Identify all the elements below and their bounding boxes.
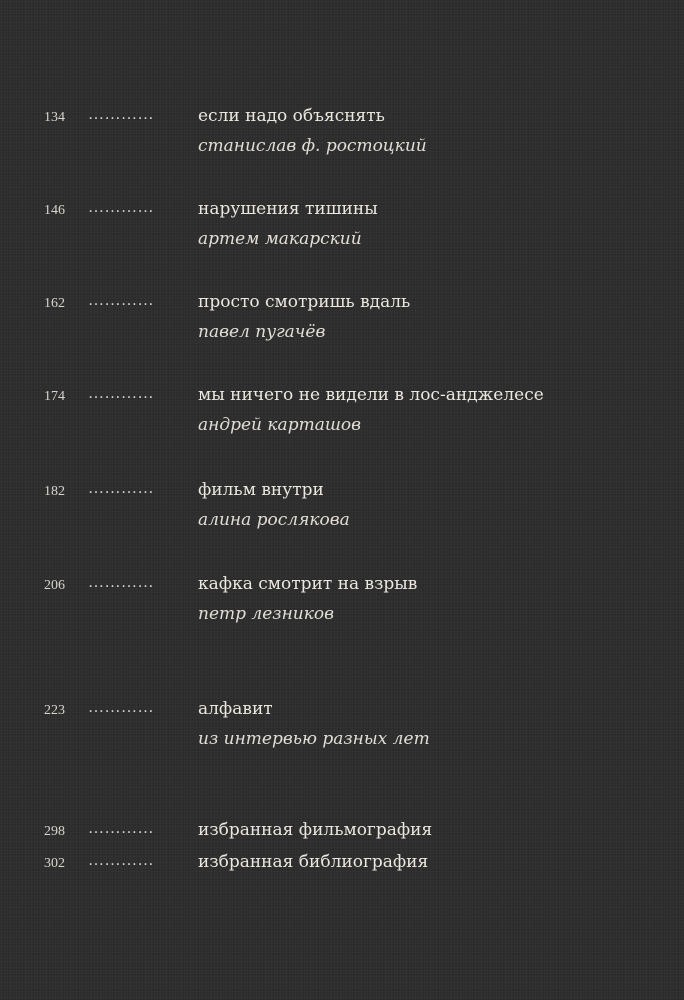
dot-leader: …………: [88, 852, 154, 869]
chapter-title: кафка смотрит на взрыв: [198, 574, 418, 594]
chapter-title: нарушения тишины: [198, 199, 378, 219]
chapter-title: фильм внутри: [198, 480, 324, 500]
dot-leader: …………: [88, 199, 154, 216]
chapter-author: станислав ф. ростоцкий: [198, 136, 427, 156]
chapter-author: алина рослякова: [198, 510, 350, 530]
page-number: 298: [44, 824, 65, 839]
chapter-title: алфавит: [198, 699, 273, 719]
dot-leader: …………: [88, 820, 154, 837]
page-number: 223: [44, 703, 65, 718]
chapter-title: если надо объяснять: [198, 106, 385, 126]
page-number: 174: [44, 389, 65, 404]
page-number: 134: [44, 110, 65, 125]
dot-leader: …………: [88, 699, 154, 716]
chapter-title: избранная фильмография: [198, 820, 433, 840]
chapter-title: просто смотришь вдаль: [198, 292, 411, 312]
chapter-author: петр лезников: [198, 604, 334, 624]
page-number: 206: [44, 578, 65, 593]
chapter-author: павел пугачёв: [198, 322, 326, 342]
page-number: 162: [44, 296, 65, 311]
page-number: 146: [44, 203, 65, 218]
chapter-author: из интервью разных лет: [198, 729, 430, 749]
chapter-title: избранная библиография: [198, 852, 429, 872]
page-number: 302: [44, 856, 65, 871]
chapter-author: артем макарский: [198, 229, 362, 249]
dot-leader: …………: [88, 385, 154, 402]
dot-leader: …………: [88, 480, 154, 497]
chapter-title: мы ничего не видели в лос-анджелесе: [198, 385, 544, 405]
chapter-author: андрей карташов: [198, 415, 362, 435]
dot-leader: …………: [88, 106, 154, 123]
page-number: 182: [44, 484, 65, 499]
dot-leader: …………: [88, 292, 154, 309]
dot-leader: …………: [88, 574, 154, 591]
